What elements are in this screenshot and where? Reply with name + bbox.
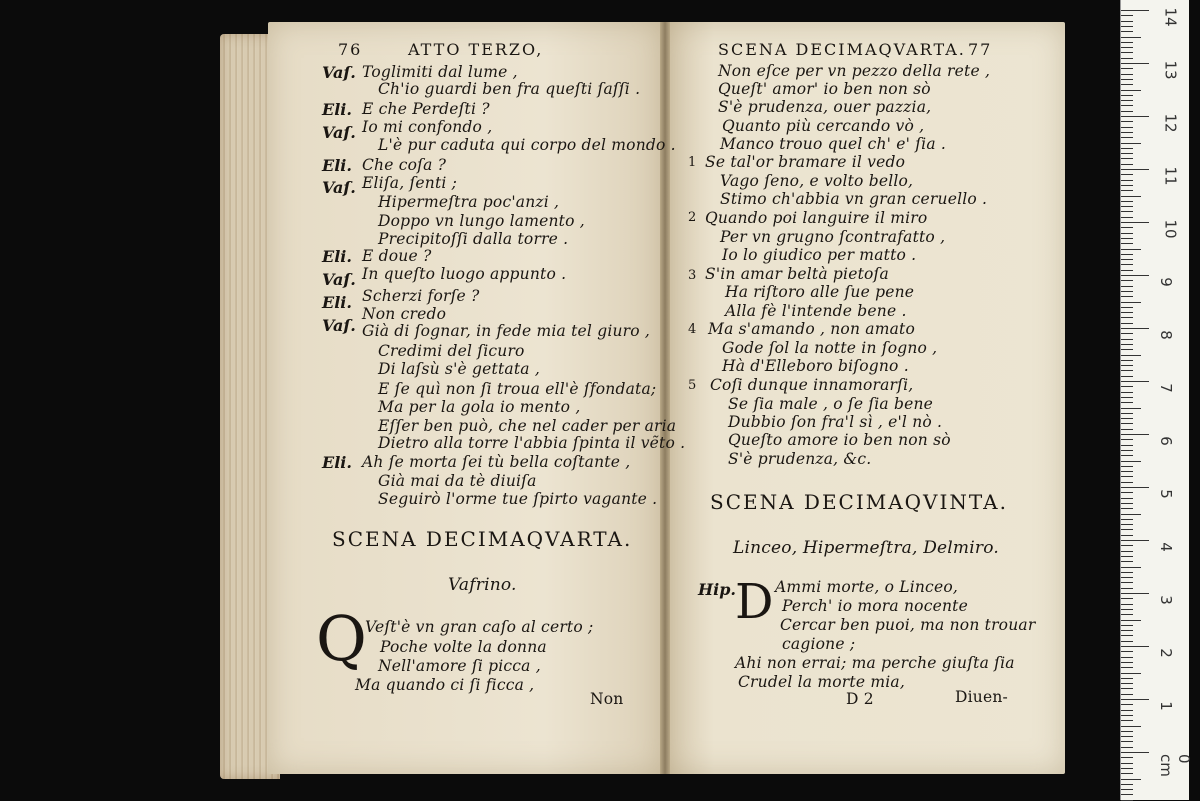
ruler-tick (1121, 275, 1149, 276)
ruler-tick (1121, 370, 1133, 371)
text-line: Ah ſe morta ſei tù bella coſtante , (362, 453, 631, 471)
ruler-tick (1121, 423, 1133, 424)
speaker-label: Vaſ. (322, 63, 356, 82)
ruler-tick (1121, 609, 1133, 610)
ruler-tick (1121, 482, 1133, 483)
ruler-tick (1121, 726, 1141, 727)
ruler-tick (1121, 413, 1133, 414)
right-characters: Linceo, Hipermeſtra, Delmiro. (733, 538, 999, 558)
ruler-tick (1121, 58, 1133, 59)
ruler-tick (1121, 418, 1133, 419)
ruler-tick (1121, 174, 1133, 175)
ruler-tick (1121, 577, 1133, 578)
ruler-tick (1121, 349, 1133, 350)
ruler-tick (1121, 47, 1133, 48)
ruler-tick (1121, 249, 1141, 250)
ruler-tick (1121, 471, 1133, 472)
text-line: Gode ſol la notte in ſogno , (722, 339, 938, 357)
right-speaker: Hip. (698, 580, 736, 599)
ruler-tick (1121, 614, 1133, 615)
ruler-tick (1121, 535, 1133, 536)
right-catchword: Diuen- (955, 688, 1008, 706)
ruler-tick (1121, 773, 1133, 774)
ruler-tick (1121, 132, 1133, 133)
right-scene-title: SCENA DECIMAQVINTA. (710, 490, 1008, 514)
text-line: Seguirò l'orme tue ſpirto vagante . (378, 490, 658, 508)
ruler-tick (1121, 127, 1133, 128)
ruler-tick (1121, 582, 1133, 583)
left-page-number: 76 (338, 40, 363, 59)
text-line: Vago ſeno, e volto bello, (720, 172, 914, 190)
ruler-label: 1 (1156, 701, 1175, 711)
ruler-tick (1121, 561, 1133, 562)
text-line: Hà d'Elleboro biſogno . (722, 357, 909, 375)
ruler-label: 4 (1156, 542, 1175, 552)
text-line: Ma s'amando , non amato (708, 320, 916, 338)
text-line: Ma per la gola io mento , (378, 398, 581, 416)
right-signature: D 2 (846, 690, 874, 708)
ruler-tick (1121, 683, 1133, 684)
ruler-tick (1121, 42, 1133, 43)
ruler-tick (1121, 667, 1133, 668)
ruler-tick (1121, 169, 1149, 170)
ruler-tick (1121, 339, 1133, 340)
ruler-tick (1121, 15, 1133, 16)
text-line: Doppo vn lungo lamento , (378, 212, 585, 230)
text-line: Non eſce per vn pezzo della rete , (718, 62, 991, 80)
ruler-tick (1121, 190, 1133, 191)
ruler-tick (1121, 503, 1133, 504)
ruler-tick (1121, 211, 1133, 212)
text-line: S'in amar beltà pietoſa (705, 265, 889, 283)
text-line: Non credo (362, 305, 447, 323)
speaker-label: Eli. (322, 293, 352, 312)
left-scene-title: SCENA DECIMAQVARTA. (332, 527, 633, 551)
ruler-label: 3 (1156, 595, 1175, 605)
ruler-tick (1121, 137, 1133, 138)
text-line: E doue ? (362, 247, 432, 265)
ruler-tick (1121, 360, 1133, 361)
ruler-tick (1121, 291, 1133, 292)
text-line: E che Perdeſti ? (362, 100, 490, 118)
ruler-tick (1121, 731, 1133, 732)
ruler-label: 2 (1156, 648, 1175, 658)
ruler-tick (1121, 699, 1149, 700)
right-running-head: SCENA DECIMAQVARTA. (718, 40, 966, 59)
ruler-tick (1121, 741, 1133, 742)
ruler-tick (1121, 641, 1133, 642)
ruler-tick (1121, 206, 1133, 207)
ruler-tick (1121, 201, 1133, 202)
text-line: Quanto più cercando vò , (722, 117, 925, 135)
ruler-label: 12 (1161, 113, 1180, 133)
ruler-tick (1121, 121, 1133, 122)
ruler-tick (1121, 598, 1133, 599)
speaker-label: Vaſ. (322, 178, 356, 197)
right-page-number: 77 (968, 40, 993, 59)
ruler-tick (1121, 63, 1149, 64)
ruler-tick (1121, 217, 1133, 218)
ruler-tick (1121, 450, 1133, 451)
ruler-tick (1121, 196, 1141, 197)
ruler-tick (1121, 270, 1133, 271)
ruler-tick (1121, 90, 1141, 91)
ruler-tick (1121, 10, 1149, 11)
ruler-tick (1121, 710, 1133, 711)
ruler-tick (1121, 317, 1133, 318)
ruler-label: 0 cm (1157, 754, 1193, 777)
left-catchword: Non (590, 690, 624, 708)
ruler-tick (1121, 302, 1141, 303)
ruler-tick (1121, 466, 1133, 467)
text-line: Già mai da tè diuiſa (378, 472, 537, 490)
ruler-tick (1121, 37, 1141, 38)
ruler-label: 13 (1161, 60, 1180, 80)
ruler-tick (1121, 715, 1133, 716)
text-line: Alla fè l'intende bene . (725, 302, 907, 320)
ruler-tick (1121, 254, 1133, 255)
ruler-tick (1121, 397, 1133, 398)
ruler-tick (1121, 572, 1133, 573)
ruler-tick (1121, 779, 1141, 780)
text-line: Veſt'è vn gran caſo al certo ; (365, 618, 594, 636)
ruler-tick (1121, 635, 1133, 636)
ruler-tick (1121, 95, 1133, 96)
ruler-tick (1121, 243, 1133, 244)
ruler-tick (1121, 222, 1149, 223)
ruler-tick (1121, 688, 1133, 689)
ruler-tick (1121, 763, 1133, 764)
ruler-tick (1121, 185, 1133, 186)
text-line: L'è pur caduta qui corpo del mondo . (378, 136, 676, 154)
ruler-tick (1121, 455, 1133, 456)
speaker-label: Eli. (322, 247, 352, 266)
text-line: Ma quando ci ſi ficca , (355, 676, 535, 694)
text-line: Queſt' amor' io ben non sò (718, 80, 931, 98)
ruler-tick (1121, 434, 1149, 435)
ruler-tick (1121, 694, 1133, 695)
ruler-tick (1121, 312, 1133, 313)
ruler-tick (1121, 365, 1133, 366)
text-line: Ch'io guardi ben fra queſti ſaſſi . (378, 80, 641, 98)
ruler-tick (1121, 381, 1149, 382)
ruler-tick (1121, 662, 1133, 663)
ruler-tick (1121, 402, 1133, 403)
stanza-number: 1 (688, 155, 697, 170)
ruler-label: 11 (1161, 166, 1180, 186)
ruler-tick (1121, 180, 1133, 181)
book-gutter (660, 22, 670, 774)
ruler-tick (1121, 259, 1133, 260)
text-line: Coſi dunque innamorarſi, (710, 376, 914, 394)
speaker-label: Eli. (322, 100, 352, 119)
text-line: Hipermeſtra poc'anzi , (378, 193, 560, 211)
ruler-label: 6 (1156, 436, 1175, 446)
ruler-tick (1121, 296, 1133, 297)
ruler-tick (1121, 74, 1133, 75)
ruler-tick (1121, 233, 1133, 234)
ruler-tick (1121, 116, 1149, 117)
text-line: Toglimiti dal lume , (362, 63, 518, 81)
text-line: Scherzi forſe ? (362, 287, 480, 305)
ruler-tick (1121, 158, 1133, 159)
ruler-tick (1121, 280, 1133, 281)
ruler-tick (1121, 540, 1149, 541)
text-line: Eliſa, ſenti ; (362, 174, 458, 192)
ruler-tick (1121, 736, 1133, 737)
ruler-tick (1121, 651, 1133, 652)
stanza-number: 5 (688, 378, 697, 393)
ruler-tick (1121, 333, 1133, 334)
left-character: Vafrino. (448, 575, 517, 595)
ruler-tick (1121, 508, 1133, 509)
right-dropcap: D (735, 574, 774, 630)
ruler-tick (1121, 625, 1133, 626)
ruler-label: 7 (1156, 383, 1175, 393)
text-line: Dietro alla torre l'abbia ſpinta il vẽto . (378, 434, 686, 452)
left-dropcap: Q (316, 602, 367, 675)
ruler-tick (1121, 704, 1133, 705)
ruler-tick (1121, 784, 1133, 785)
ruler-tick (1121, 328, 1149, 329)
ruler-tick (1121, 164, 1133, 165)
text-line: Io mi confondo , (362, 118, 493, 136)
text-line: Queſto amore io ben non sò (728, 431, 951, 449)
ruler-tick (1121, 720, 1133, 721)
ruler-tick (1121, 21, 1133, 22)
ruler-tick (1121, 355, 1141, 356)
text-line: In queſto luogo appunto . (362, 265, 567, 283)
ruler-tick (1121, 84, 1133, 85)
ruler-tick (1121, 794, 1133, 795)
ruler-tick (1121, 111, 1133, 112)
text-line: Nell'amore ſi picca , (378, 657, 541, 675)
ruler-tick (1121, 492, 1133, 493)
ruler-tick (1121, 344, 1133, 345)
text-line: Quando poi languire il miro (705, 209, 928, 227)
ruler-tick (1121, 678, 1133, 679)
ruler-tick (1121, 153, 1133, 154)
speaker-label: Eli. (322, 453, 352, 472)
ruler-tick (1121, 429, 1133, 430)
text-line: Stimo ch'abbia vn gran ceruello . (720, 190, 988, 208)
ruler-tick (1121, 593, 1149, 594)
text-line: Ahi non errai; ma perche giuſta ſia (735, 654, 1015, 672)
ruler-tick (1121, 604, 1133, 605)
ruler-tick (1121, 323, 1133, 324)
ruler-tick (1121, 307, 1133, 308)
ruler-label: 10 (1161, 219, 1180, 239)
ruler-tick (1121, 747, 1133, 748)
text-line: Manco trouo quel ch' e' ſia . (720, 135, 947, 153)
text-line: Eſſer ben può, che nel cader per aria (378, 417, 677, 435)
ruler-tick (1121, 264, 1133, 265)
ruler-tick (1121, 227, 1133, 228)
ruler-tick (1121, 757, 1133, 758)
ruler-tick (1121, 476, 1133, 477)
ruler-label: 8 (1156, 330, 1175, 340)
ruler-tick (1121, 519, 1133, 520)
ruler-label: 9 (1156, 277, 1175, 287)
ruler-tick (1121, 439, 1133, 440)
text-line: Poche volte la donna (380, 638, 547, 656)
text-line: Perch' io mora nocente (782, 597, 968, 615)
ruler-tick (1121, 148, 1133, 149)
ruler-tick (1121, 26, 1133, 27)
ruler-tick (1121, 529, 1133, 530)
ruler-tick (1121, 646, 1149, 647)
ruler-tick (1121, 545, 1133, 546)
text-line: S'è prudenza, ouer pazzia, (718, 98, 932, 116)
text-line: E ſe quì non ſi troua ell'è ſfondata; (378, 380, 657, 398)
ruler-tick (1121, 100, 1133, 101)
speaker-label: Vaſ. (322, 316, 356, 335)
ruler-tick (1121, 52, 1133, 53)
text-line: Cercar ben puoi, ma non trouar (780, 616, 1036, 634)
ruler-tick (1121, 392, 1133, 393)
ruler-tick (1121, 588, 1133, 589)
text-line: Ammi morte, o Linceo, (775, 578, 958, 596)
stanza-number: 2 (688, 210, 697, 225)
ruler-tick (1121, 286, 1133, 287)
text-line: Di laſsù s'è gettata , (378, 360, 540, 378)
ruler-tick (1121, 789, 1133, 790)
ruler-tick (1121, 556, 1133, 557)
ruler-tick (1121, 620, 1141, 621)
text-line: Se tal'or bramare il vedo (705, 153, 906, 171)
text-line: Per vn grugno ſcontrafatto , (720, 228, 946, 246)
ruler-tick (1121, 408, 1141, 409)
ruler-tick (1121, 752, 1149, 753)
text-line: Dubbio ſon fra'l sì , e'l nò . (728, 413, 943, 431)
text-line: Ha riſtoro alle ſue pene (725, 283, 915, 301)
text-line: Crudel la morte mia, (738, 673, 905, 691)
ruler-tick (1121, 376, 1133, 377)
ruler-label: 14 (1161, 7, 1180, 27)
text-line: Già di ſognar, in fede mia tel giuro , (362, 322, 651, 340)
stanza-number: 4 (688, 322, 697, 337)
stanza-number: 3 (688, 268, 697, 283)
ruler-tick (1121, 386, 1133, 387)
ruler-tick (1121, 567, 1141, 568)
measurement-ruler (1120, 0, 1193, 800)
text-line: Se ſia male , o ſe ſia bene (728, 395, 934, 413)
ruler-tick (1121, 524, 1133, 525)
text-line: Precipitoſſi dalla torre . (378, 230, 569, 248)
ruler-tick (1121, 657, 1133, 658)
ruler-tick (1121, 768, 1133, 769)
text-line: Io lo giudico per matto . (722, 246, 917, 264)
speaker-label: Vaſ. (322, 270, 356, 289)
text-line: Credimi del ſicuro (378, 342, 525, 360)
text-line: S'è prudenza, &c. (728, 450, 872, 468)
ruler-tick (1121, 461, 1141, 462)
ruler-tick (1121, 487, 1149, 488)
ruler-tick (1121, 630, 1133, 631)
ruler-tick (1121, 673, 1141, 674)
ruler-tick (1121, 445, 1133, 446)
speaker-label: Eli. (322, 156, 352, 175)
ruler-tick (1121, 514, 1141, 515)
speaker-label: Vaſ. (322, 123, 356, 142)
ruler-tick (1121, 238, 1133, 239)
ruler-tick (1121, 79, 1133, 80)
text-line: Che coſa ? (362, 156, 447, 174)
ruler-tick (1121, 68, 1133, 69)
ruler-tick (1121, 31, 1133, 32)
ruler-tick (1121, 143, 1141, 144)
ruler-label: 5 (1156, 489, 1175, 499)
ruler-tick (1121, 105, 1133, 106)
text-line: cagione ; (782, 635, 856, 653)
left-running-head: ATTO TERZO, (408, 40, 544, 59)
ruler-tick (1121, 551, 1133, 552)
ruler-tick (1121, 498, 1133, 499)
